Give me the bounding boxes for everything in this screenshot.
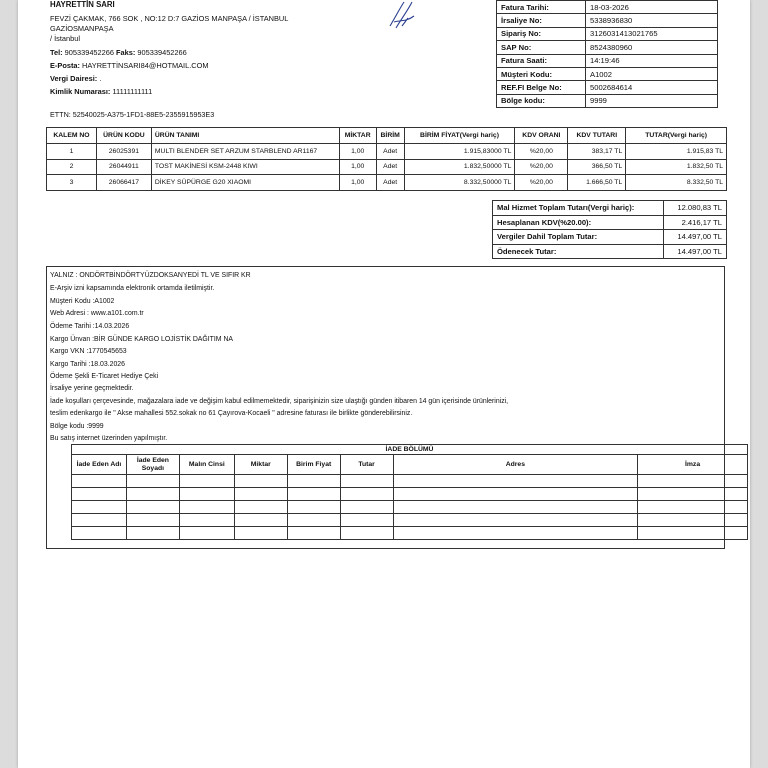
- items-cell: 1.832,50000 TL: [404, 159, 515, 175]
- return-cell: [126, 514, 179, 527]
- note-line: E-Arşiv izni kapsamında elektronik ortamda iletilmiştir.: [50, 285, 215, 292]
- tel-value: 905339452266: [64, 48, 114, 57]
- info-row: [497, 54, 718, 67]
- seller-phone-line: [50, 48, 350, 58]
- return-cell: [234, 488, 287, 501]
- total-value: 12.080,83 TL: [664, 201, 727, 216]
- items-cell: 8.332,50000 TL: [404, 175, 515, 191]
- tel-label: Tel:: [50, 48, 63, 57]
- items-column-header: TUTAR(Vergi hariç): [626, 128, 727, 144]
- return-cell: [126, 475, 179, 488]
- return-cell: [234, 514, 287, 527]
- info-label: Müşteri Kodu:: [497, 67, 586, 80]
- signature-icon: [386, 0, 422, 30]
- items-column-header: KDV TUTARI: [568, 128, 626, 144]
- items-cell: 366,50 TL: [568, 159, 626, 175]
- return-cell: [234, 475, 287, 488]
- return-cell: [287, 514, 340, 527]
- note-line: teslim edenkargo ile " Akse mahallesi 552.sokak no 61 Çayırova-Kocaeli " adresine faturası ile birlikte gönderebilirsiniz.: [50, 410, 413, 417]
- tax-office-value: .: [99, 74, 102, 83]
- return-row: [72, 475, 748, 488]
- items-column-header: BİRİM: [376, 128, 404, 144]
- note-line: Kargo Tarihi :18.03.2026: [50, 361, 125, 368]
- return-cell: [393, 514, 638, 527]
- return-cell: [340, 475, 393, 488]
- return-cell: [72, 527, 127, 540]
- info-row: [497, 41, 718, 54]
- email-value: HAYRETTİNSARI84@HOTMAIL.COM: [82, 61, 209, 70]
- return-cell: [179, 514, 234, 527]
- return-cell: [287, 475, 340, 488]
- return-column-header: İade Eden Soyadı: [126, 455, 179, 475]
- return-cell: [393, 488, 638, 501]
- items-column-header: KALEM NO: [47, 128, 97, 144]
- return-cell: [72, 501, 127, 514]
- return-row: [72, 488, 748, 501]
- info-value: 5338936830: [586, 14, 718, 27]
- items-cell: %20,00: [515, 159, 568, 175]
- items-column-header: KDV ORANI: [515, 128, 568, 144]
- seller-block: [50, 0, 350, 97]
- return-cell: [638, 527, 748, 540]
- return-row: [72, 527, 748, 540]
- info-row: [497, 14, 718, 27]
- invoice-page: [18, 0, 750, 768]
- items-cell: 1: [47, 143, 97, 159]
- return-cell: [126, 501, 179, 514]
- return-cell: [179, 475, 234, 488]
- seller-name: HAYRETTİN SARI: [50, 0, 115, 9]
- return-cell: [638, 488, 748, 501]
- seller-address-1: FEVZİ ÇAKMAK, 766 SOK , NO:12 D:7 GAZİOS MANPAŞA / İSTANBUL: [50, 14, 289, 23]
- info-value: 3126031413021765: [586, 27, 718, 40]
- seller-email-line: [50, 61, 350, 71]
- info-label: Fatura Saati:: [497, 54, 586, 67]
- items-cell: 8.332,50 TL: [626, 175, 727, 191]
- return-cell: [179, 527, 234, 540]
- return-column-header: İade Eden Adı: [72, 455, 127, 475]
- total-label: Ödenecek Tutar:: [493, 244, 664, 259]
- items-cell: 26044911: [96, 159, 151, 175]
- return-cell: [393, 475, 638, 488]
- items-cell: 1.915,83000 TL: [404, 143, 515, 159]
- items-cell: 26025391: [96, 143, 151, 159]
- items-cell: 1,00: [339, 159, 376, 175]
- info-value: A1002: [586, 67, 718, 80]
- total-row: [493, 230, 727, 245]
- return-column-header: Birim Fiyat: [287, 455, 340, 475]
- return-cell: [340, 501, 393, 514]
- return-cell: [234, 501, 287, 514]
- items-cell: 383,17 TL: [568, 143, 626, 159]
- items-cell: 3: [47, 175, 97, 191]
- items-cell: TOST MAKİNESİ KSM-2448 KIWI: [151, 159, 339, 175]
- return-section-table: [71, 444, 748, 540]
- info-row: [497, 94, 718, 107]
- total-label: Vergiler Dahil Toplam Tutar:: [493, 230, 664, 245]
- items-cell: MULTI BLENDER SET ARZUM STARBLEND AR1167: [151, 143, 339, 159]
- info-value: 14:19:46: [586, 54, 718, 67]
- items-cell: 1.666,50 TL: [568, 175, 626, 191]
- return-cell: [72, 475, 127, 488]
- note-line: Kargo VKN :1770545653: [50, 348, 127, 355]
- return-column-header: Miktar: [234, 455, 287, 475]
- fax-label: Faks:: [116, 48, 136, 57]
- return-section-title: İADE BÖLÜMÜ: [72, 445, 748, 455]
- return-cell: [638, 514, 748, 527]
- info-value: 5002684614: [586, 81, 718, 94]
- return-cell: [287, 501, 340, 514]
- info-row: [497, 81, 718, 94]
- note-line: Ödeme Tarihi :14.03.2026: [50, 323, 130, 330]
- return-cell: [287, 527, 340, 540]
- items-cell: %20,00: [515, 143, 568, 159]
- items-cell: Adet: [376, 175, 404, 191]
- return-cell: [234, 527, 287, 540]
- note-line: Bölge kodu :9999: [50, 423, 104, 430]
- return-cell: [72, 514, 127, 527]
- info-value: 18-03-2026: [586, 1, 718, 14]
- info-label: Bölge kodu:: [497, 94, 586, 107]
- tax-office-label: Vergi Dairesi:: [50, 74, 98, 83]
- ettn-text: ETTN: 52540025-A375-1FD1-88E5-2355915953E3: [50, 110, 215, 119]
- items-table: [46, 127, 727, 191]
- total-value: 14.497,00 TL: [664, 244, 727, 259]
- items-cell: 1,00: [339, 175, 376, 191]
- seller-address-2: GAZİOSMANPAŞA: [50, 24, 114, 33]
- return-column-header: Malın Cinsi: [179, 455, 234, 475]
- note-line: Kargo Ünvan :BİR GÜNDE KARGO LOJİSTİK DAĞITIM NA: [50, 336, 234, 343]
- return-column-header: Adres: [393, 455, 638, 475]
- return-cell: [638, 475, 748, 488]
- note-line: Müşteri Kodu :A1002: [50, 298, 115, 305]
- info-row: [497, 1, 718, 14]
- total-row: [493, 201, 727, 216]
- table-row: [47, 159, 727, 175]
- info-value: 9999: [586, 94, 718, 107]
- email-label: E-Posta:: [50, 61, 80, 70]
- notes-box: [46, 266, 725, 549]
- items-cell: 2: [47, 159, 97, 175]
- return-cell: [287, 488, 340, 501]
- return-cell: [126, 527, 179, 540]
- note-line: Bu satış internet üzerinden yapılmıştır.: [50, 435, 168, 442]
- id-value: 11111111111: [112, 87, 153, 96]
- items-column-header: BİRİM FİYAT(Vergi hariç): [404, 128, 515, 144]
- note-line: Web Adresi : www.a101.com.tr: [50, 310, 144, 317]
- items-cell: %20,00: [515, 175, 568, 191]
- seller-address-3: / İstanbul: [50, 34, 80, 43]
- note-line: İade koşulları çerçevesinde, mağazalara iade ve değişim kabul edilmemektedir, siparişinizin size ulaştığı günden itibaren 14 gün içerisinde ürünlerinizi,: [50, 398, 509, 405]
- total-label: Hesaplanan KDV(%20.00):: [493, 215, 664, 230]
- info-label: Fatura Tarihi:: [497, 1, 586, 14]
- return-cell: [72, 488, 127, 501]
- info-value: 8524380960: [586, 41, 718, 54]
- note-line: YALNIZ : ONDÖRTBİNDÖRTYÜZDOKSANYEDİ TL VE SIFIR KR: [50, 272, 251, 279]
- return-cell: [126, 488, 179, 501]
- items-column-header: ÜRÜN KODU: [96, 128, 151, 144]
- items-cell: 1,00: [339, 143, 376, 159]
- return-cell: [340, 527, 393, 540]
- return-column-header: İmza: [638, 455, 748, 475]
- info-label: İrsaliye No:: [497, 14, 586, 27]
- items-column-header: ÜRÜN TANIMI: [151, 128, 339, 144]
- total-row: [493, 244, 727, 259]
- seller-id-line: [50, 87, 350, 97]
- items-cell: 26066417: [96, 175, 151, 191]
- invoice-info-table: [496, 0, 718, 108]
- items-column-header: MİKTAR: [339, 128, 376, 144]
- info-row: [497, 27, 718, 40]
- info-label: REF.FI Belge No:: [497, 81, 586, 94]
- return-cell: [179, 488, 234, 501]
- return-row: [72, 514, 748, 527]
- total-value: 14.497,00 TL: [664, 230, 727, 245]
- return-cell: [179, 501, 234, 514]
- items-cell: Adet: [376, 159, 404, 175]
- return-cell: [340, 514, 393, 527]
- return-row: [72, 501, 748, 514]
- table-row: [47, 143, 727, 159]
- info-label: SAP No:: [497, 41, 586, 54]
- fax-value: 905339452266: [137, 48, 187, 57]
- totals-table: [492, 200, 727, 259]
- return-cell: [393, 527, 638, 540]
- return-cell: [393, 501, 638, 514]
- info-row: [497, 67, 718, 80]
- return-column-header: Tutar: [340, 455, 393, 475]
- total-row: [493, 215, 727, 230]
- seller-tax-office-line: [50, 74, 350, 84]
- items-cell: DİKEY SÜPÜRGE G20 XIAOMI: [151, 175, 339, 191]
- items-cell: 1.832,50 TL: [626, 159, 727, 175]
- note-line: İrsaliye yerine geçmektedir.: [50, 385, 134, 392]
- id-label: Kimlik Numarası:: [50, 87, 111, 96]
- total-label: Mal Hizmet Toplam Tutarı(Vergi hariç):: [493, 201, 664, 216]
- note-line: Ödeme Şekli E-Ticaret Hediye Çeki: [50, 373, 159, 380]
- return-cell: [340, 488, 393, 501]
- return-cell: [638, 501, 748, 514]
- items-cell: Adet: [376, 143, 404, 159]
- total-value: 2.416,17 TL: [664, 215, 727, 230]
- items-cell: 1.915,83 TL: [626, 143, 727, 159]
- table-row: [47, 175, 727, 191]
- info-label: Sipariş No:: [497, 27, 586, 40]
